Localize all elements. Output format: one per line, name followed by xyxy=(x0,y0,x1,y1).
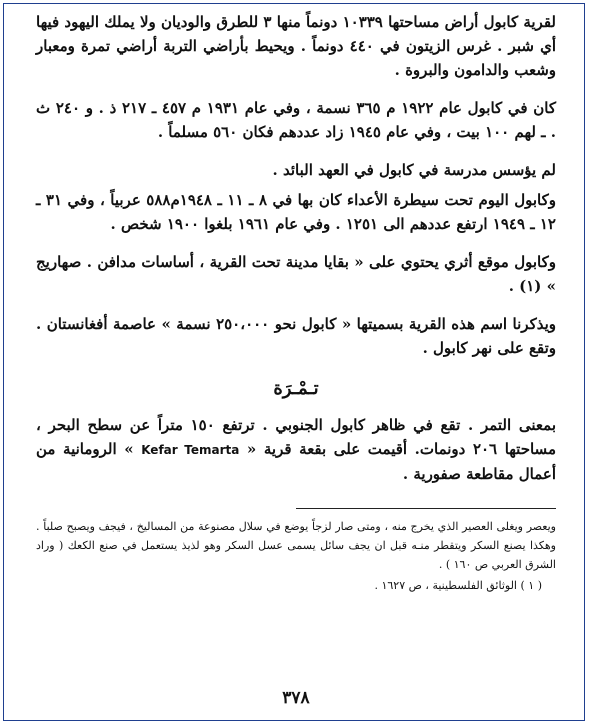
footnote-divider xyxy=(296,508,556,509)
page-number: ٣٧٨ xyxy=(282,688,310,708)
footnote-reference: ( ١ ) الوثائق الفلسطينية ، ص ١٦٢٧ . xyxy=(374,579,542,592)
footnote-text: ويعصر ويغلى العصير الذي يخرج منه ، ومتى صار لزجاً يوضع في سلال مصنوعة من المساليخ ، فيجف ويصبح صلباً . وهكذا يصنع السكر ويتقطر منـه قبل ان يجف سائل يسمى عسل السكر وهو لذيذ يستعمل في صنع الكعك ( وراد الشرق العربي ص ١٦٠ ) . xyxy=(36,520,556,571)
paragraph-name-origin: ويذكرنا اسم هذه القرية بسميتها « كابول نحو ٢٥٠،٠٠٠ نسمة » عاصمة أفغانستان . وتقع على نهر كابول . xyxy=(36,315,556,357)
book-page xyxy=(36,10,556,596)
paragraph-population: كان في كابول عام ١٩٢٢ م ٣٦٥ نسمة ، وفي عام ١٩٣١ م ٤٥٧ ـ ٢١٧ ذ . و ٢٤٠ ث . ـ لهم ١٠٠ بيت ، وفي عام ١٩٤٥ زاد عددهم فكان ٥٦٠ مسلماً . xyxy=(36,99,556,141)
paragraph-archaeology: وكابول موقع أثري يحتوي على « بقايا مدينة تحت القرية ، أساسات مدافن . صهاريج » (١) . xyxy=(36,253,556,295)
paragraph-occupation: وكابول اليوم تحت سيطرة الأعداء كان بها في ٨ ـ ١١ ـ ١٩٤٨م٥٨٨ عربياً ، وفي ٣١ ـ ١٢ ـ ١٩٤٩ ارتفع عددهم الى ١٢٥١ . وفي عام ١٩٦١ بلغوا ١٩٠٠ شخص . xyxy=(36,191,557,233)
paragraph-school: لم يؤسس مدرسة في كابول في العهد البائد . xyxy=(272,161,556,179)
paragraph-tamra-part1: بمعنى التمر . تقع في ظاهر كابول الجنوبي . ترتفع ١٥٠ متراً عن سطح البحر ، مساحتها ٢٠٦ دونمات. أقيمت على بقعة قرية « xyxy=(36,416,556,458)
paragraph-tamra xyxy=(36,413,556,486)
latin-place-name: Kefar Temarta xyxy=(141,443,240,457)
paragraph-tamra-part2: » الرومانية من أعمال مقاطعة صفورية . xyxy=(36,440,556,483)
section-title: تـمْـرَة xyxy=(273,378,319,399)
paragraph-land: لقرية كابول أراض مساحتها ١٠٣٣٩ دونماً منها ٣ للطرق والوديان ولا يملك اليهود فيها أي شبر . غرس الزيتون في ٤٤٠ دونماً . ويحيط بأراضي التربة أراضي تمرة ومعبار وشعب والدامون والبروة . xyxy=(36,13,557,79)
